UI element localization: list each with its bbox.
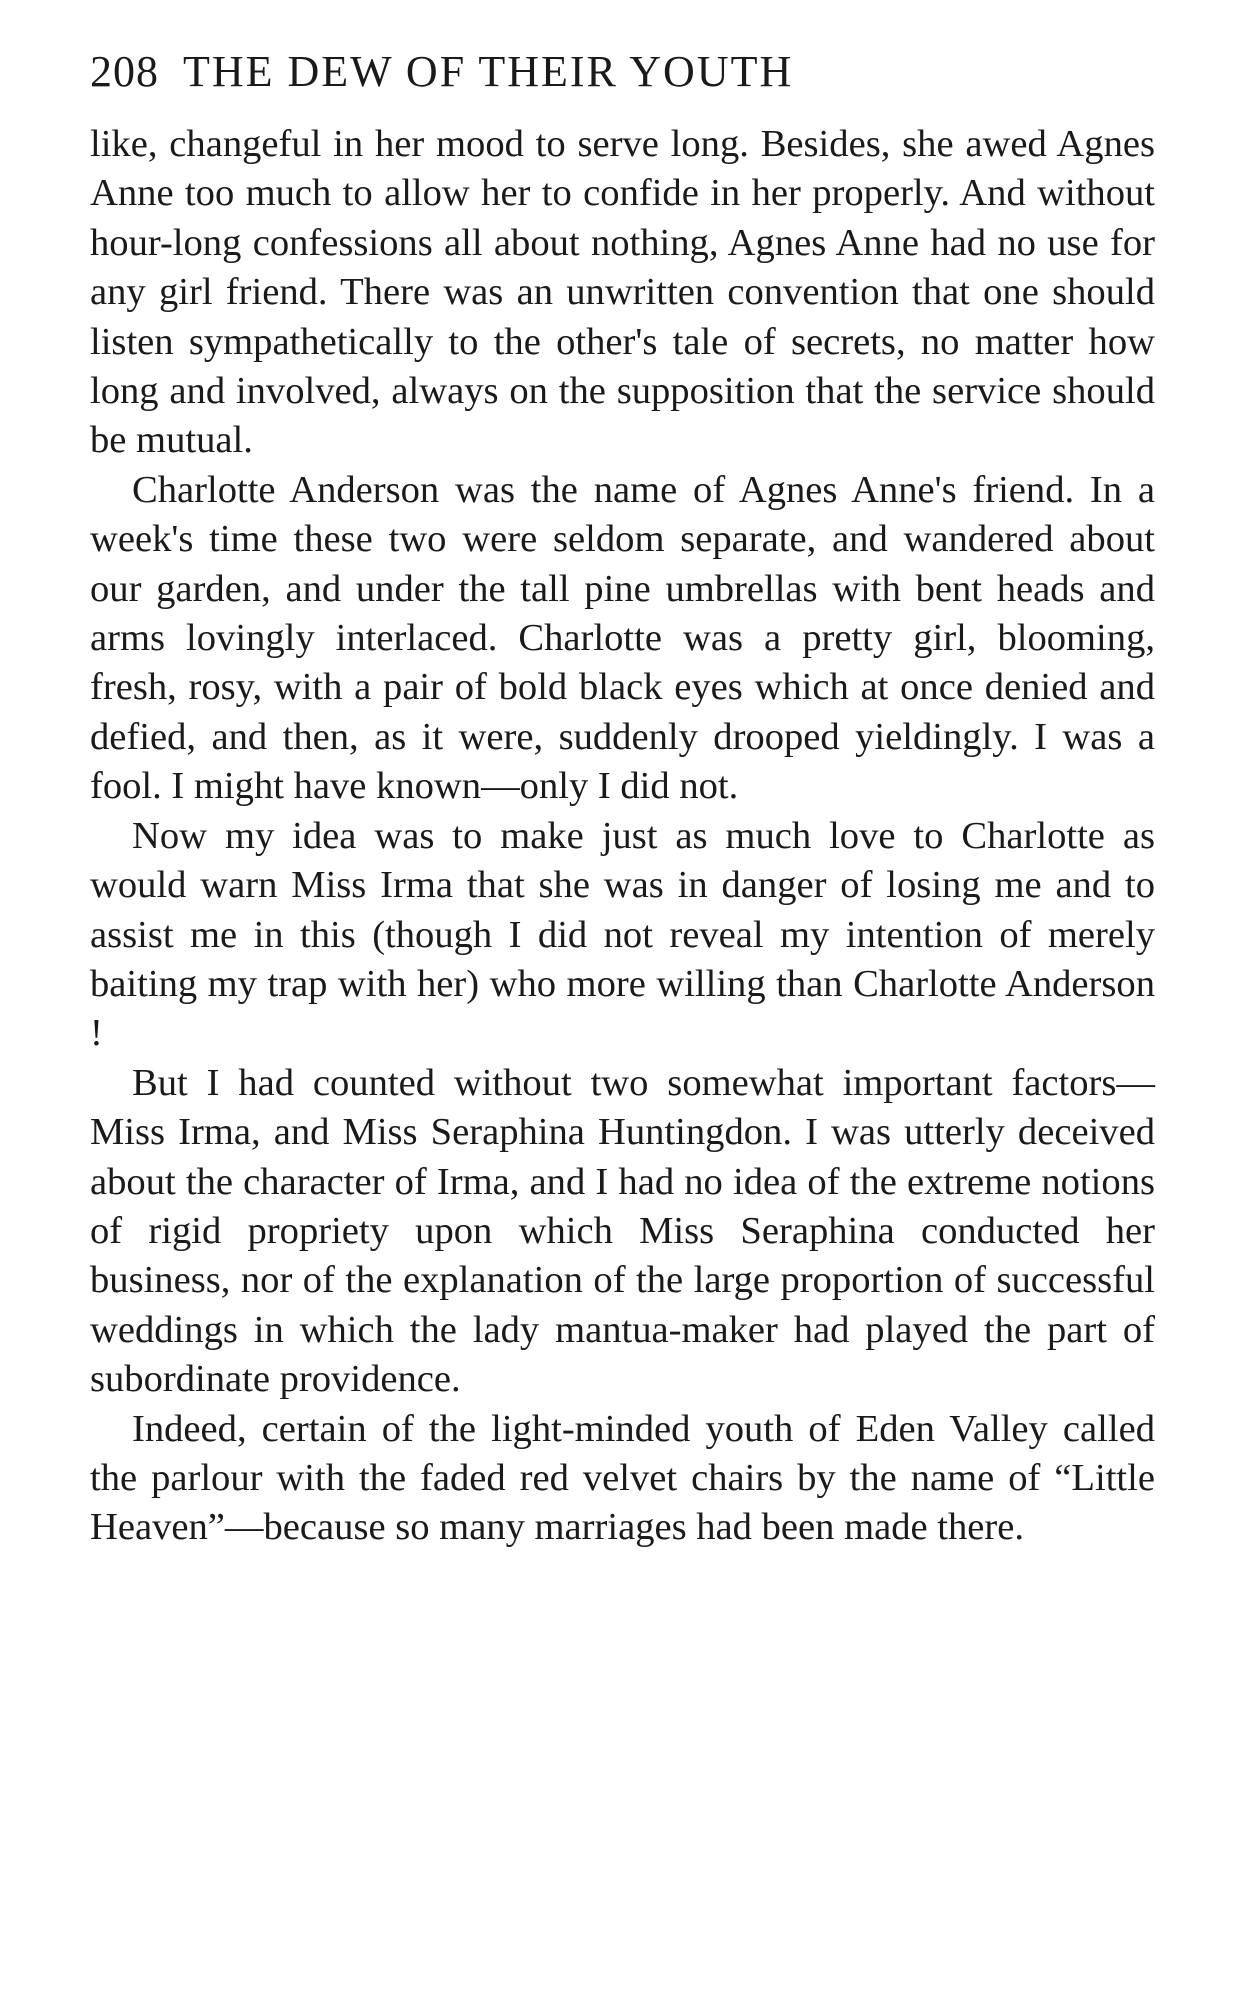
running-head (90, 42, 1155, 102)
paragraph-continued: like, changeful in her mood to serve long. Besides, she awed Agnes Anne too much to allow her to confide in her properly. And without hour-long confessions all about nothing, Agnes Anne had no use for any girl friend. There was an unwritten convention that one should listen sympathetically to the other's tale of secrets, no matter how long and involved, always on the supposition that the service should be mutual. (90, 123, 1155, 462)
book-page (90, 42, 1155, 1553)
body-text (90, 120, 1155, 1553)
paragraph-charlotte-anderson: Charlotte Anderson was the name of Agnes Anne's friend. In a week's time these two were seldom separate, and wandered about our garden, and under the tall pine umbrellas with bent heads and arms lovingly interlaced. Charlotte was a pretty girl, blooming, fresh, rosy, with a pair of bold black eyes which at once denied and defied, and then, as it were, suddenly drooped yieldingly. I was a fool. I might have known—only I did not. (90, 468, 1155, 808)
paragraph-idea: Now my idea was to make just as much love to Charlotte as would warn Miss Irma that she was in danger of losing me and to assist me in this (though I did not reveal my intention of merely baiting my trap with her) who more willing than Charlotte Anderson ! (90, 814, 1155, 1055)
paragraph-counted-without: But I had counted without two somewhat important factors—Miss Irma, and Miss Seraphina Huntingdon. I was utterly deceived about the character of Irma, and I had no idea of the extreme notions of rigid propriety upon which Miss Seraphina conducted her business, nor of the explanation of the large proportion of successful weddings in which the lady mantua-maker had played the part of subordinate providence. (90, 1061, 1155, 1401)
page-number: 208 (90, 47, 159, 96)
paragraph-little-heaven: Indeed, certain of the light-minded youth of Eden Valley called the parlour with the faded red velvet chairs by the name of “Little Heaven”—because so many marriages had been made there. (90, 1407, 1155, 1549)
running-title: THE DEW OF THEIR YOUTH (183, 47, 794, 96)
